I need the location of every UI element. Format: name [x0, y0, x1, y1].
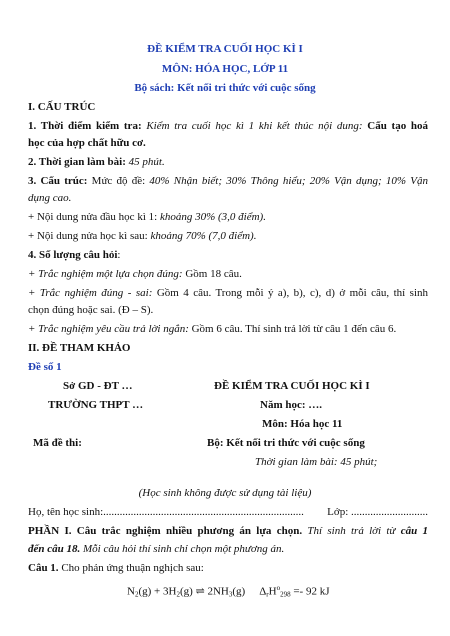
school-dept: Sở GD - ĐT …	[63, 380, 133, 392]
item4-colon: :	[117, 249, 121, 261]
part1-cont-bold: đến câu 18.	[28, 543, 81, 555]
exam-duration: Thời gian làm bài: 45 phút;	[255, 456, 378, 468]
question-1-text: Cho phản ứng thuận nghịch sau:	[61, 562, 204, 574]
question-type-true-false	[28, 286, 428, 300]
right-exam-title: ĐỀ KIỂM TRA CUỐI HỌC KÌ I	[214, 380, 370, 392]
eq-nh: 2NH	[207, 585, 229, 598]
item-time-of-test	[28, 119, 428, 133]
title-book: Bộ sách: Kết nối tri thức với cuộc sống	[134, 82, 316, 94]
school-year: Năm học: ….	[260, 399, 323, 411]
equilibrium-arrow-icon: ⇌	[192, 585, 208, 598]
eq-value: =- 92 kJ	[290, 585, 330, 598]
item-question-count	[28, 248, 428, 262]
item3-continuation: dụng cao.	[28, 192, 72, 204]
section-reference-heading: II. ĐỀ THAM KHẢO	[28, 342, 131, 354]
qtype3-text: Gồm 6 câu. Thí sinh trả lời từ câu 1 đến câu 6.	[191, 323, 397, 335]
eq-delta: Δ	[259, 585, 267, 598]
eq-plus-h: + 3H	[151, 585, 177, 598]
bullet-first-half	[28, 210, 428, 224]
no-materials-note: (Học sinh không được sử dụng tài liệu)	[138, 487, 312, 499]
eq-standard-sup: o	[276, 584, 281, 592]
section-structure-heading: I. CẤU TRÚC	[28, 101, 96, 113]
item1-continuation: học của hợp chất hữu cơ.	[28, 137, 146, 149]
student-info-line	[28, 505, 428, 519]
eq-n: N	[127, 585, 135, 598]
bullet1-italic: khoảng 30% (3,0 điểm).	[159, 211, 266, 223]
item3-italic: 40% Nhận biết; 30% Thông hiểu; 20% Vận dụng; 10% Vận	[149, 175, 428, 187]
qtype1-italic: + Trắc nghiệm một lựa chọn đúng:	[28, 268, 183, 280]
part1-italic: Thí sinh trả lời từ	[307, 525, 396, 537]
part1-cont-italic: Mỗi câu hỏi thí sinh chỉ chọn một phương án.	[83, 543, 285, 555]
item2-label: 2. Thời gian làm bài:	[28, 156, 126, 168]
item2-value: 45 phút.	[128, 156, 165, 168]
class-field: Lớp: ............................	[327, 506, 428, 518]
question-1	[28, 561, 428, 575]
chemical-equation	[127, 581, 329, 602]
eq-delta-r: r	[266, 590, 269, 599]
item-structure	[28, 174, 428, 188]
subject-name: Môn: Hóa học 11	[262, 418, 343, 430]
qtype1-text: Gồm 18 câu.	[185, 268, 242, 280]
eq-n-sub: 2	[134, 590, 139, 599]
title-exam: ĐỀ KIỂM TRA CUỐI HỌC KÌ I	[147, 43, 303, 55]
eq-nh-sub: 3	[228, 590, 233, 599]
part1-bold-range: câu 1	[400, 525, 429, 537]
bullet2-text: + Nội dung nửa học kì sau:	[28, 230, 148, 242]
qtype2-text: Gồm 4 câu. Trong mỗi ý a), b), c), d) ở mỗi câu, thí sinh	[156, 287, 428, 299]
eq-nh-state: (g)	[232, 585, 246, 598]
question-type-short-answer	[28, 322, 428, 336]
item1-label: 1. Thời điểm kiểm tra:	[28, 120, 142, 132]
bullet1-text: + Nội dung nửa đầu học kì 1:	[28, 211, 158, 223]
item1-italic: Kiểm tra cuối học kì 1 khi kết thúc nội dung:	[146, 120, 363, 132]
item3-label: 3. Cấu trúc:	[28, 175, 88, 187]
question-1-label: Câu 1.	[28, 562, 59, 574]
title-subject: MÔN: HÓA HỌC, LỚP 11	[161, 63, 289, 75]
bullet-second-half	[28, 229, 428, 243]
qtype2-italic: + Trắc nghiệm đúng - sai:	[28, 287, 153, 299]
item-duration	[28, 155, 428, 169]
question-type-single-choice	[28, 267, 428, 281]
part1-instruction	[28, 524, 428, 538]
eq-temp-sub: 298	[280, 590, 291, 599]
student-name-field: Họ, tên học sinh:.........................................................................	[28, 506, 304, 518]
eq-n-state: (g)	[138, 585, 152, 598]
eq-h-sub: 2	[176, 590, 180, 599]
qtype3-italic: + Trắc nghiệm yêu cầu trả lời ngắn:	[28, 323, 189, 335]
item4-label: 4. Số lượng câu hỏi	[28, 249, 118, 261]
exam-number: Đề số 1	[28, 361, 62, 373]
bullet2-italic: khoảng 70% (7,0 điểm).	[150, 230, 257, 242]
part1-instruction-cont	[28, 542, 428, 556]
part1-bold: PHẦN I. Câu trắc nghiệm nhiều phương án lựa chọn.	[28, 525, 303, 537]
eq-h-state: (g)	[179, 585, 193, 598]
book-series: Bộ: Kết nối tri thức với cuộc sống	[207, 437, 365, 449]
qtype2-continuation: chọn đúng hoặc sai. (Đ – S).	[28, 304, 154, 316]
eq-enthalpy: H	[268, 585, 277, 598]
item1-bold: Cấu tạo hoá	[367, 120, 429, 132]
exam-code-label: Mã đề thi:	[33, 437, 82, 449]
school-name: TRƯỜNG THPT …	[48, 399, 144, 411]
item3-text: Mức độ đề:	[91, 175, 146, 187]
